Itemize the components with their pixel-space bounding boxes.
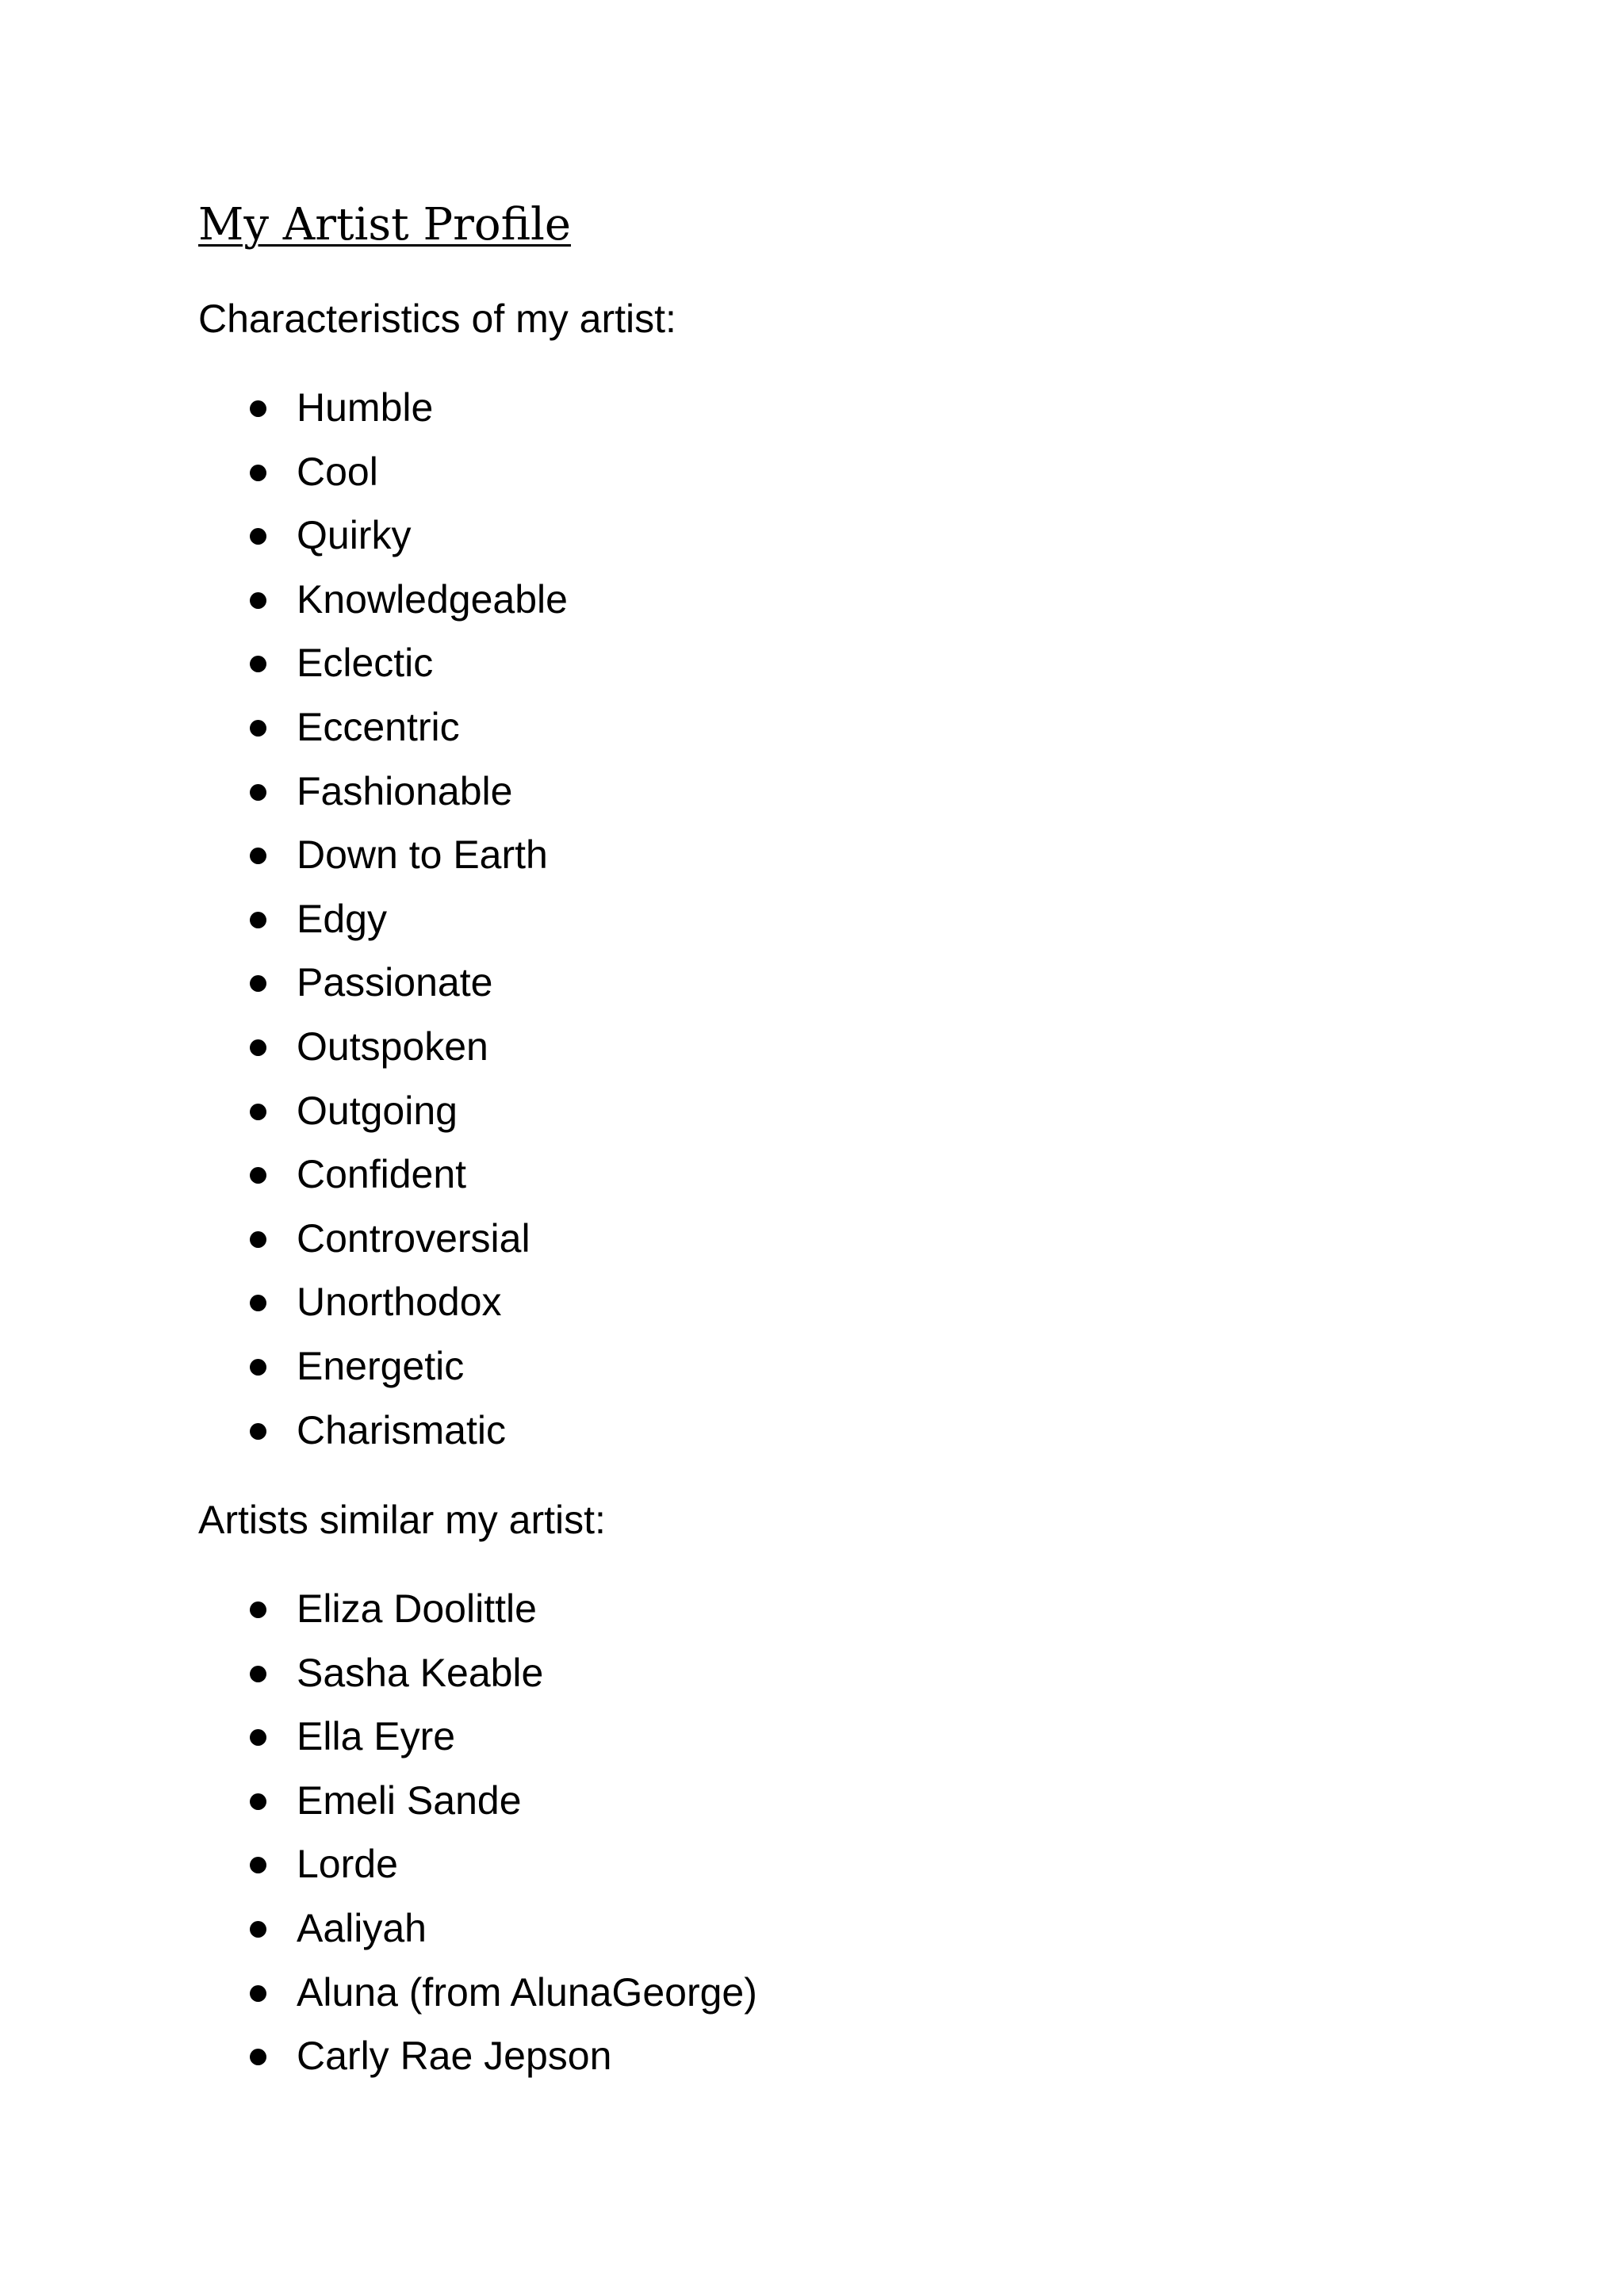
bullet-icon xyxy=(250,1793,266,1810)
characteristic-item: Eccentric xyxy=(297,704,460,749)
bullet-icon xyxy=(250,400,266,417)
bullet-icon xyxy=(250,784,266,801)
artist-item: Eliza Doolittle xyxy=(297,1586,537,1631)
bullet-icon xyxy=(250,848,266,864)
bullet-icon xyxy=(250,975,266,992)
characteristic-item: Outgoing xyxy=(297,1088,458,1133)
artist-item: Ella Eyre xyxy=(297,1714,456,1759)
bullet-icon xyxy=(250,1666,266,1682)
artist-item: Emeli Sande xyxy=(297,1777,522,1823)
artist-item: Aaliyah xyxy=(297,1905,427,1950)
bullet-icon xyxy=(250,1359,266,1376)
characteristic-item: Charismatic xyxy=(297,1407,506,1452)
artist-item: Carly Rae Jepson xyxy=(297,2034,612,2079)
characteristic-item: Unorthodox xyxy=(297,1280,502,1325)
characteristic-item: Eclectic xyxy=(297,641,434,686)
bullet-icon xyxy=(250,912,266,928)
artist-item: Sasha Keable xyxy=(297,1650,544,1695)
bullet-icon xyxy=(250,528,266,545)
bullet-icon xyxy=(250,1039,266,1056)
bullet-icon xyxy=(250,592,266,609)
characteristic-item: Confident xyxy=(297,1152,467,1197)
page-title: My Artist Profile xyxy=(198,199,572,251)
bullet-icon xyxy=(250,720,266,737)
bullet-icon xyxy=(250,1104,266,1120)
artist-item: Aluna (from AlunaGeorge) xyxy=(297,1969,757,2015)
artist-item: Lorde xyxy=(297,1842,398,1887)
characteristic-item: Down to Earth xyxy=(297,832,548,878)
bullet-icon xyxy=(250,1423,266,1440)
bullet-icon xyxy=(250,1231,266,1248)
characteristic-item: Fashionable xyxy=(297,768,513,813)
bullet-icon xyxy=(250,1295,266,1311)
bullet-icon xyxy=(250,656,266,672)
bullet-icon xyxy=(250,465,266,481)
bullet-icon xyxy=(250,1921,266,1938)
characteristic-item: Humble xyxy=(297,385,434,430)
characteristics-label: Characteristics of my artist: xyxy=(198,297,676,341)
characteristic-item: Quirky xyxy=(297,513,412,558)
characteristic-item: Energetic xyxy=(297,1343,465,1388)
characteristic-item: Passionate xyxy=(297,960,493,1005)
similar-artists-label: Artists similar my artist: xyxy=(198,1498,606,1542)
characteristic-item: Cool xyxy=(297,449,378,494)
characteristic-item: Edgy xyxy=(297,896,387,941)
characteristic-item: Outspoken xyxy=(297,1024,488,1069)
bullet-icon xyxy=(250,1601,266,1618)
bullet-icon xyxy=(250,1985,266,2002)
bullet-icon xyxy=(250,1729,266,1746)
characteristic-item: Knowledgeable xyxy=(297,576,568,622)
characteristic-item: Controversial xyxy=(297,1215,530,1261)
bullet-icon xyxy=(250,1857,266,1873)
bullet-icon xyxy=(250,1167,266,1184)
bullet-icon xyxy=(250,2049,266,2065)
